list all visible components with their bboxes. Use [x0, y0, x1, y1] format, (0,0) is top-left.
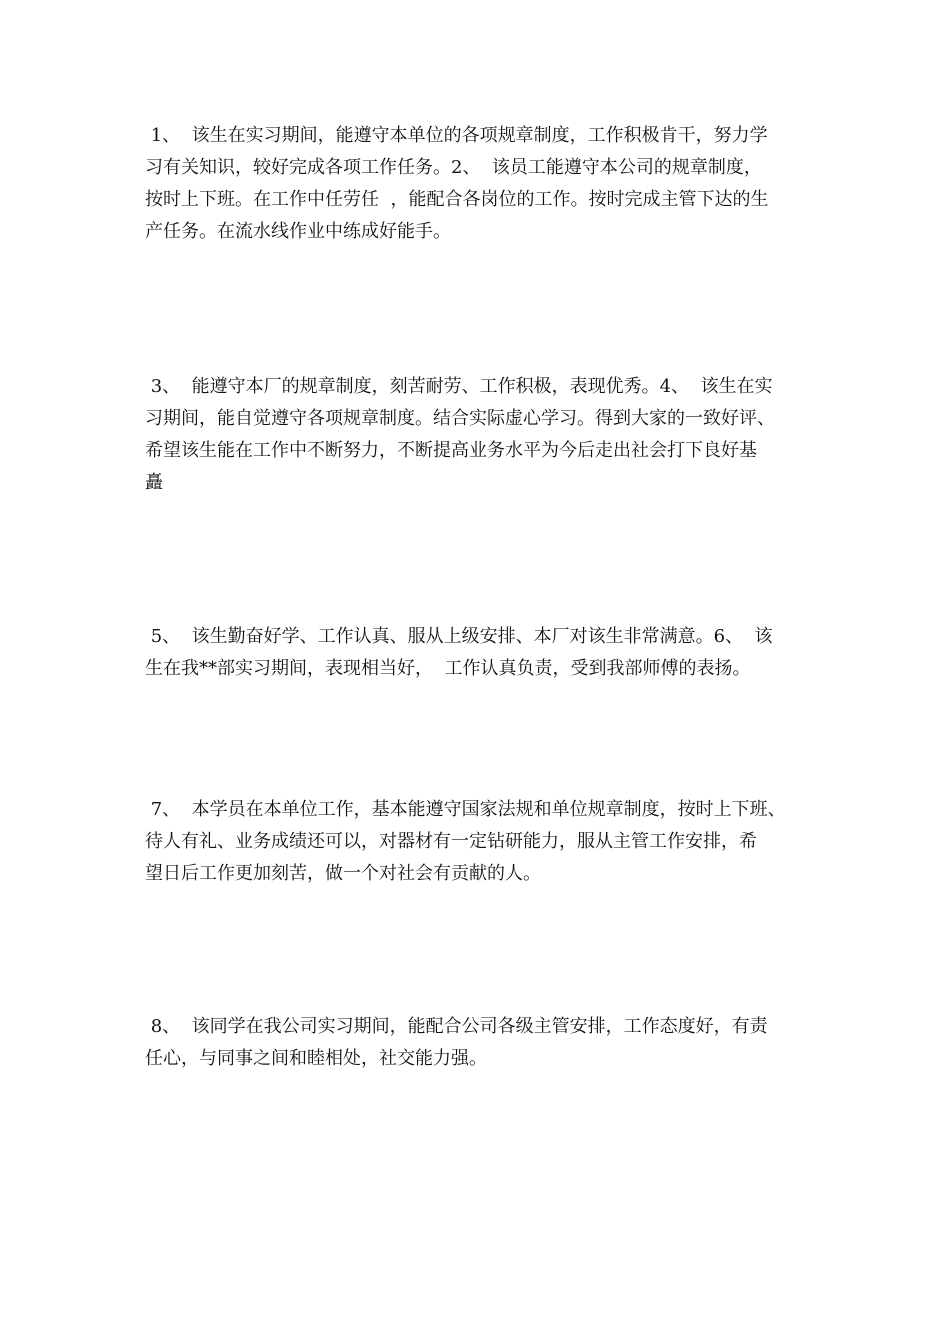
evaluation-paragraph-1	[145, 120, 810, 248]
paragraph-line: 待人有礼、业务成绩还可以，对器材有一定钻研能力，服从主管工作安排，希	[145, 831, 757, 852]
paragraph-line: 产任务。在流水线作业中练成好能手。	[145, 221, 451, 242]
evaluation-paragraph-5	[145, 1011, 810, 1075]
paragraph-line: 生在我**部实习期间，表现相当好， 工作认真负责，受到我部师傅的表扬。	[145, 658, 751, 679]
paragraph-line: 7、 本学员在本单位工作，基本能遵守国家法规和单位规章制度，按时上下班、	[145, 799, 786, 820]
paragraph-line: 8、 该同学在我公司实习期间，能配合公司各级主管安排，工作态度好，有责	[145, 1016, 768, 1037]
paragraph-line: 1、 该生在实习期间，能遵守本单位的各项规章制度，工作积极肯干，努力学	[145, 125, 768, 146]
paragraph-line: 希望该生能在工作中不断努力，不断提高业务水平为今后走出社会打下良好基	[145, 440, 757, 461]
paragraph-line: 习有关知识，较好完成各项工作任务。2、 该员工能遵守本公司的规章制度，	[145, 157, 762, 178]
paragraph-line: 矗	[145, 472, 163, 493]
evaluation-paragraph-2	[145, 371, 810, 499]
evaluation-paragraph-3	[145, 621, 810, 685]
paragraph-line: 按时上下班。在工作中任劳任 ，能配合各岗位的工作。按时完成主管下达的生	[145, 189, 769, 210]
paragraph-line: 5、 该生勤奋好学、工作认真、服从上级安排、本厂对该生非常满意。6、 该	[145, 626, 773, 647]
evaluation-paragraph-4	[145, 794, 810, 890]
paragraph-line: 任心，与同事之间和睦相处，社交能力强。	[145, 1048, 487, 1069]
paragraph-line: 习期间，能自觉遵守各项规章制度。结合实际虚心学习。得到大家的一致好评、	[145, 408, 775, 429]
paragraph-line: 望日后工作更加刻苦，做一个对社会有贡献的人。	[145, 863, 541, 884]
paragraph-line: 3、 能遵守本厂的规章制度，刻苦耐劳、工作积极，表现优秀。4、 该生在实	[145, 376, 773, 397]
